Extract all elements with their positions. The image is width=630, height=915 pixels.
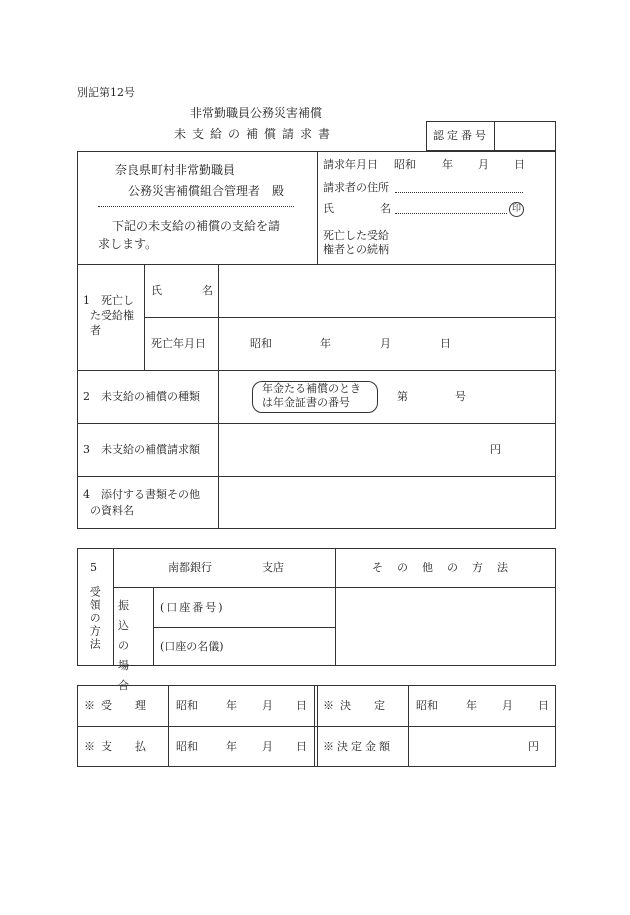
section1-label-line2: た受給権 <box>90 309 134 322</box>
decision-month: 月 <box>502 699 513 712</box>
address-field[interactable] <box>395 192 523 193</box>
death-date-month: 月 <box>380 337 391 350</box>
bank-branch: 支店 <box>262 561 284 574</box>
bank-name: 南都銀行 <box>168 561 212 574</box>
paid-month: 月 <box>262 740 273 753</box>
claim-date-era: 昭和 <box>394 158 416 171</box>
death-date-year: 年 <box>320 337 331 350</box>
account-name-field[interactable] <box>240 628 334 665</box>
account-name-label: (口座の名儀) <box>160 640 224 653</box>
section4-label-line1: 4 添付する書類その他 <box>83 488 200 501</box>
claim-amount-unit: 円 <box>490 443 501 456</box>
deceased-name-label-b: 名 <box>202 284 213 297</box>
decision-era: 昭和 <box>416 699 438 712</box>
section1-label-line1: 1 死亡し <box>83 294 134 307</box>
decision-day: 日 <box>538 699 549 712</box>
account-number-label: (口座番号) <box>160 601 225 614</box>
received-month: 月 <box>262 699 273 712</box>
other-method-label: その他の方法 <box>372 561 522 574</box>
claim-amount-field[interactable] <box>219 424 555 475</box>
pension-note-line2: は年金証書の番号 <box>262 396 350 409</box>
section4-label-line2: の資料名 <box>90 504 134 517</box>
paid-year: 年 <box>226 740 237 753</box>
claimant-name-label-a: 氏 <box>323 202 334 215</box>
section2-label: 2 未支給の補償の種類 <box>83 390 200 403</box>
pension-note-line1: 年金たる補償のとき <box>262 382 361 395</box>
death-date-label: 死亡年月日 <box>151 337 206 350</box>
claimant-name-field[interactable] <box>395 213 507 214</box>
claim-date-year: 年 <box>442 158 453 171</box>
paid-era: 昭和 <box>176 740 198 753</box>
seal-mark <box>509 202 524 217</box>
addressee-line1: 奈良県町村非常勤職員 <box>115 163 236 177</box>
divider <box>98 206 294 207</box>
deceased-name-label-a: 氏 <box>151 284 162 297</box>
claim-date-day: 日 <box>514 158 525 171</box>
decided-amount-label: ※決定金額 <box>323 740 393 753</box>
form-title-line1: 非常勤職員公務災害補償 <box>190 106 323 120</box>
decision-label: ※決 定 <box>323 699 391 712</box>
account-number-field[interactable] <box>240 588 334 626</box>
paid-label: ※支 払 <box>84 740 152 753</box>
form-number: 別記第12号 <box>77 86 135 99</box>
decision-year: 年 <box>466 699 477 712</box>
claim-date-label: 請求年月日 <box>323 158 378 171</box>
pension-go: 号 <box>455 390 466 403</box>
decided-amount-unit: 円 <box>528 740 539 753</box>
received-year: 年 <box>226 699 237 712</box>
paid-day: 日 <box>296 740 307 753</box>
relation-label-line1: 死亡した受給 <box>323 229 389 242</box>
section5-vertical-label: 受領の方法 <box>88 586 102 651</box>
relation-label-line2: 権者との続柄 <box>323 243 389 256</box>
cert-number-field[interactable] <box>495 122 555 150</box>
cert-number-label: 認定番号 <box>433 129 489 142</box>
deceased-name-field[interactable] <box>219 265 555 316</box>
transfer-label <box>118 596 150 696</box>
death-date-day: 日 <box>440 337 451 350</box>
section3-label: 3 未支給の補償請求額 <box>83 443 200 456</box>
received-era: 昭和 <box>176 699 198 712</box>
request-text-line2: 求します。 <box>98 237 158 251</box>
section5-number: 5 <box>90 561 97 574</box>
claim-date-month: 月 <box>478 158 489 171</box>
addressee-line2: 公務災害補償組合管理者 殿 <box>128 184 285 198</box>
claimant-name-label-b: 名 <box>380 202 391 215</box>
transfer-vertical-text: 振込の場合 <box>118 599 137 692</box>
section1-label-line3: 者 <box>90 324 101 337</box>
attached-documents-field[interactable] <box>219 477 555 528</box>
request-text-line1: 下記の未支給の補償の支給を請 <box>112 219 281 233</box>
pension-dai: 第 <box>397 390 408 403</box>
address-label: 請求者の住所 <box>323 181 389 194</box>
received-label: ※受 理 <box>84 699 152 712</box>
received-day: 日 <box>296 699 307 712</box>
form-title-line2: 未支給の補償請求書 <box>174 127 337 141</box>
other-method-field[interactable] <box>336 588 555 665</box>
seal-text: 印 <box>511 204 521 214</box>
death-date-era: 昭和 <box>250 337 272 350</box>
